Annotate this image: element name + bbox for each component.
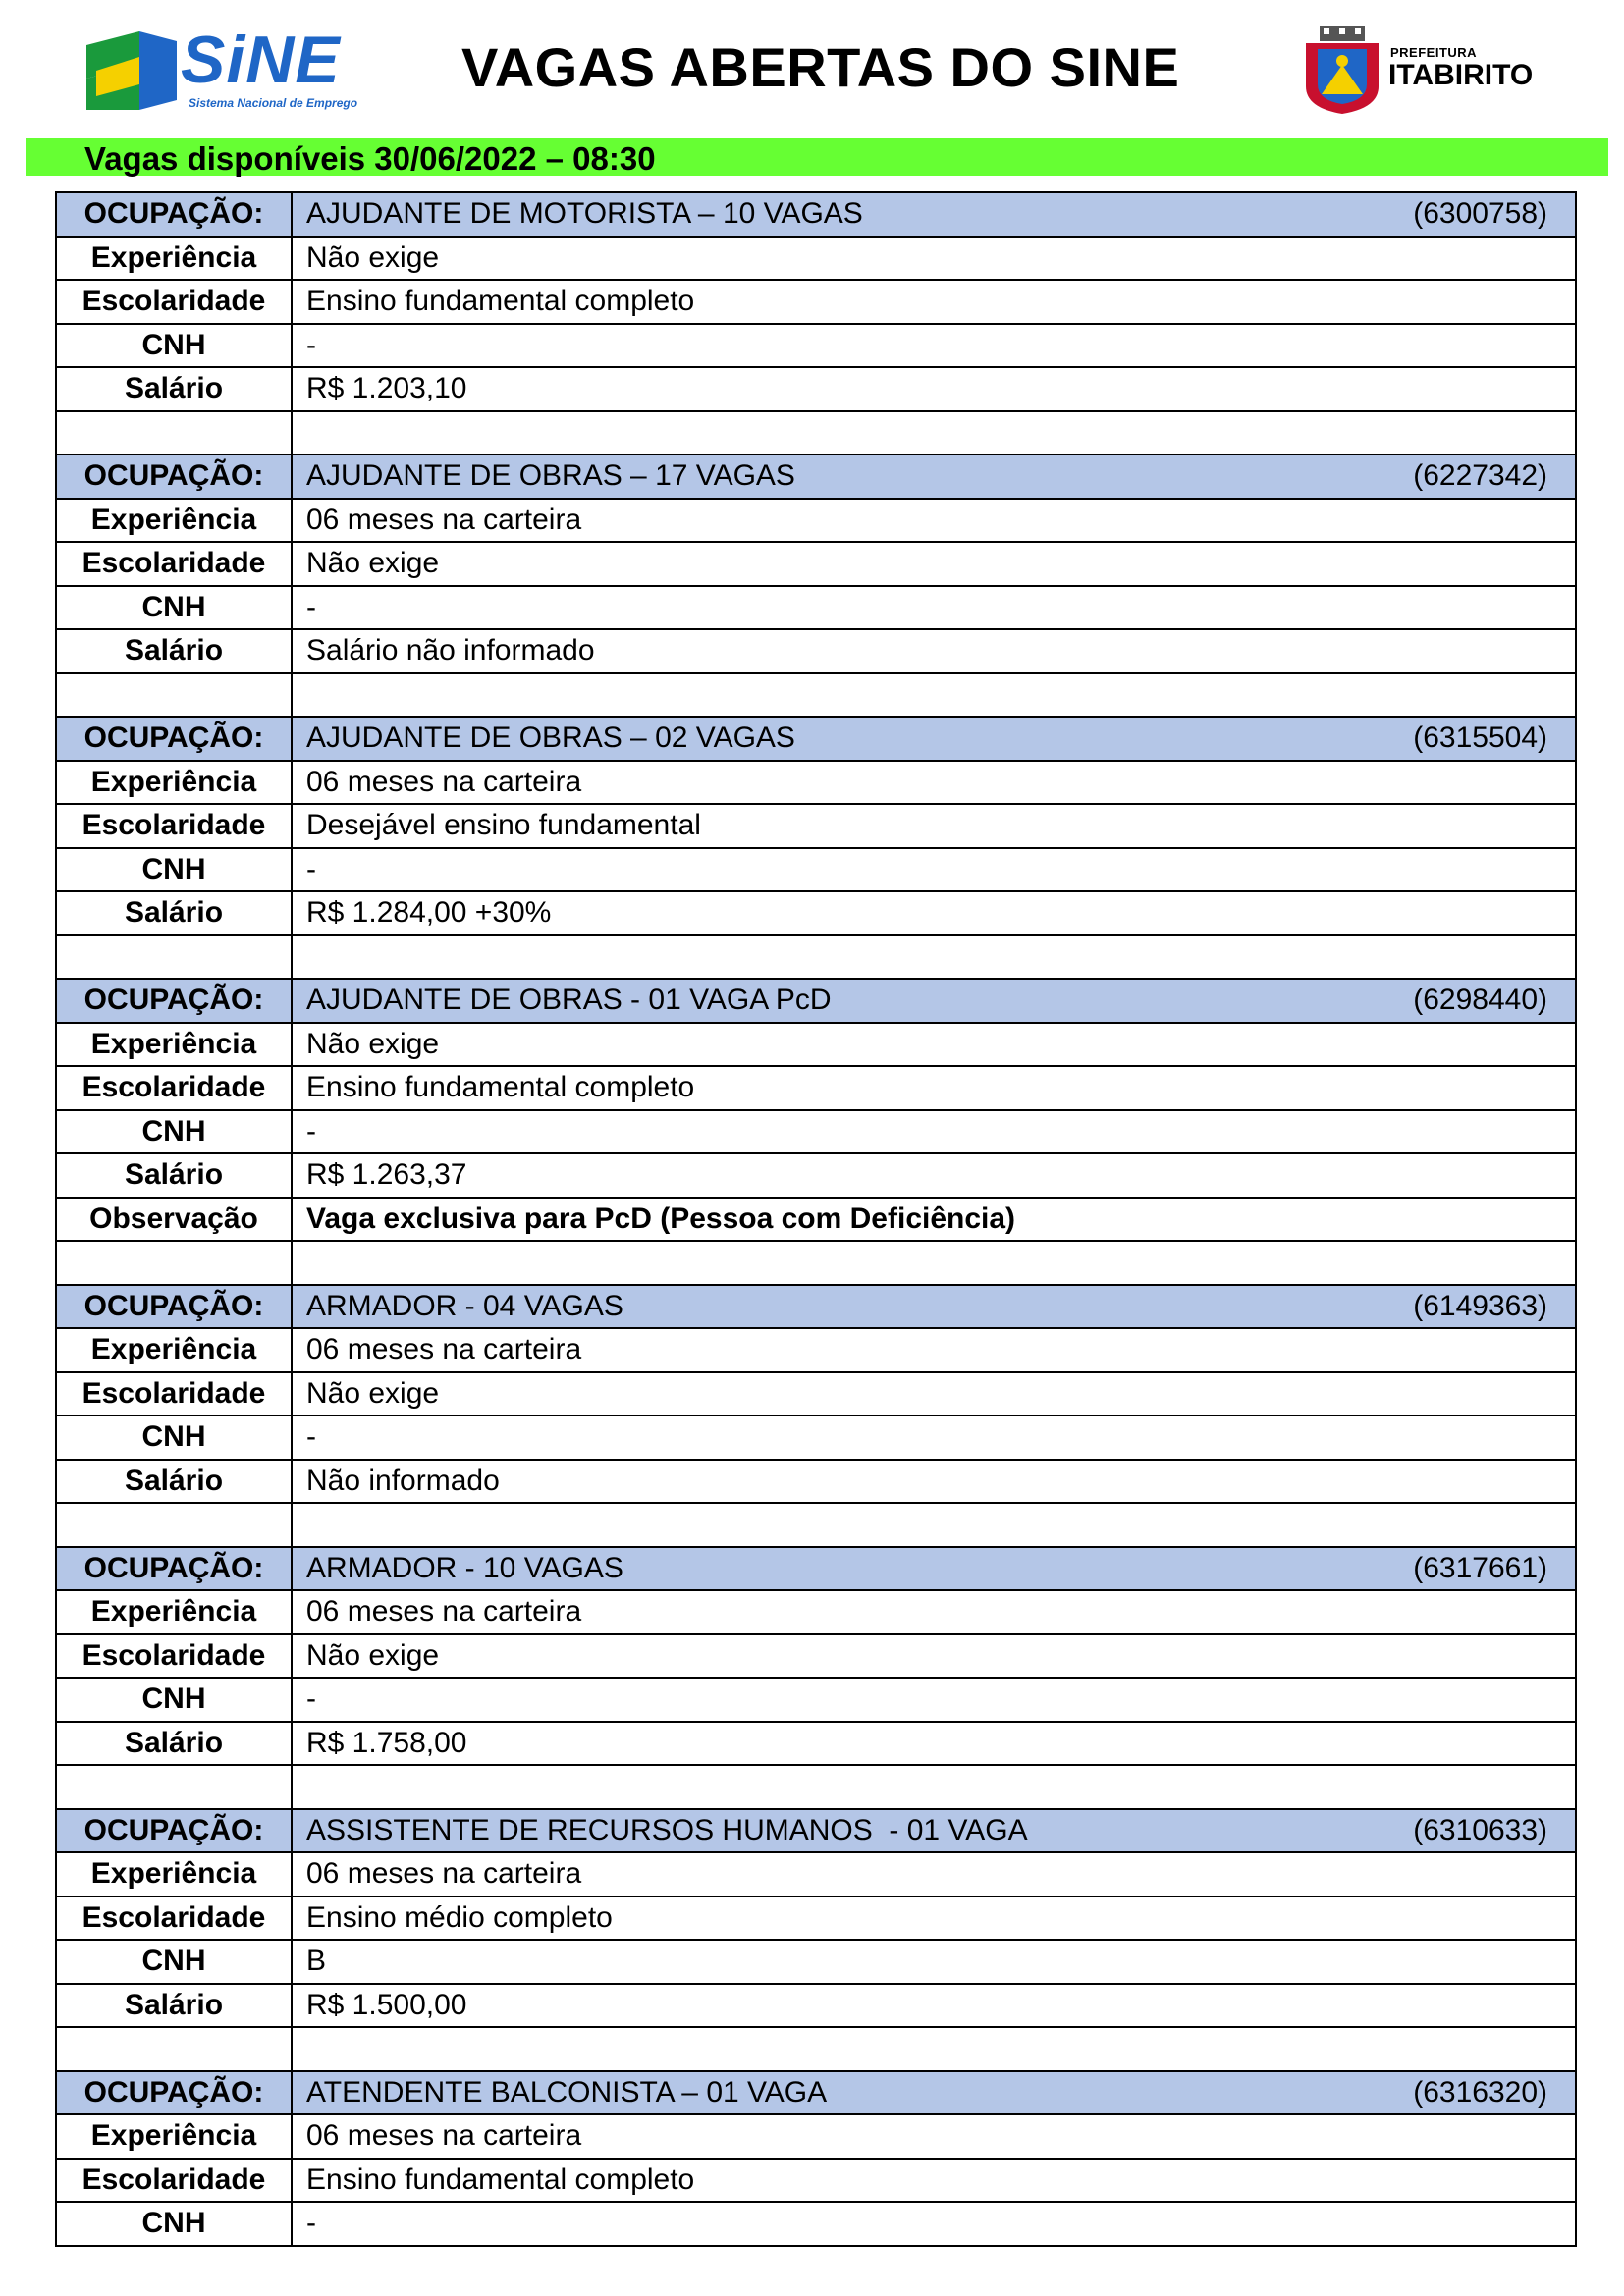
salary-row <box>56 1153 1576 1198</box>
experience-value: 06 meses na carteira <box>292 761 1576 805</box>
education-row <box>56 280 1576 324</box>
education-row <box>56 1066 1576 1110</box>
license-value: - <box>292 848 1576 892</box>
education-value: Não exige <box>292 542 1576 586</box>
occupation-row <box>56 717 1576 761</box>
page-title: VAGAS ABERTAS DO SINE <box>461 36 1180 98</box>
education-value: Ensino fundamental completo <box>292 1066 1576 1110</box>
occupation-label: OCUPAÇÃO: <box>56 1547 292 1591</box>
experience-value: Não exige <box>292 1023 1576 1067</box>
experience-label: Experiência <box>56 499 292 543</box>
license-label: CNH <box>56 1415 292 1460</box>
license-value: - <box>292 586 1576 630</box>
job-code: (6315504) <box>1413 721 1547 755</box>
job-title: AJUDANTE DE OBRAS – 02 VAGAS <box>306 721 795 755</box>
job-code: (6149363) <box>1413 1289 1547 1322</box>
salary-row <box>56 1722 1576 1766</box>
salary-row <box>56 891 1576 935</box>
spacer-row <box>56 2027 1576 2071</box>
experience-label: Experiência <box>56 237 292 281</box>
job-title: ATENDENTE BALCONISTA – 01 VAGA <box>306 2075 828 2109</box>
job-code: (6310633) <box>1413 1813 1547 1846</box>
spacer-row <box>56 1503 1576 1547</box>
occupation-row <box>56 1809 1576 1853</box>
occupation-cell <box>292 717 1576 761</box>
job-title: ARMADOR - 04 VAGAS <box>306 1289 623 1322</box>
job-code: (6317661) <box>1413 1551 1547 1584</box>
salary-label: Salário <box>56 1460 292 1504</box>
job-listings-table <box>55 191 1577 2247</box>
experience-label: Experiência <box>56 1328 292 1372</box>
salary-label: Salário <box>56 367 292 411</box>
job-title: AJUDANTE DE MOTORISTA – 10 VAGAS <box>306 197 863 231</box>
occupation-cell <box>292 979 1576 1023</box>
salary-value: R$ 1.284,00 +30% <box>292 891 1576 935</box>
occupation-label: OCUPAÇÃO: <box>56 717 292 761</box>
sine-logo <box>86 23 371 114</box>
education-value: Não exige <box>292 1634 1576 1679</box>
experience-label: Experiência <box>56 2114 292 2159</box>
license-label: CNH <box>56 2202 292 2246</box>
education-row <box>56 2159 1576 2203</box>
availability-date: Vagas disponíveis 30/06/2022 – 08:30 <box>84 140 656 177</box>
observation-label: Observação <box>56 1198 292 1242</box>
experience-label: Experiência <box>56 1023 292 1067</box>
experience-value: 06 meses na carteira <box>292 499 1576 543</box>
salary-value: R$ 1.203,10 <box>292 367 1576 411</box>
education-value: Não exige <box>292 1372 1576 1416</box>
prefeitura-logo <box>1298 26 1543 116</box>
occupation-label: OCUPAÇÃO: <box>56 979 292 1023</box>
observation-value: Vaga exclusiva para PcD (Pessoa com Deficiência) <box>292 1198 1576 1242</box>
sine-logo-subtitle: Sistema Nacional de Emprego <box>189 96 358 110</box>
salary-value: Salário não informado <box>292 629 1576 673</box>
license-label: CNH <box>56 586 292 630</box>
experience-value: 06 meses na carteira <box>292 1590 1576 1634</box>
occupation-row <box>56 2071 1576 2115</box>
education-value: Ensino médio completo <box>292 1896 1576 1941</box>
license-row <box>56 848 1576 892</box>
experience-label: Experiência <box>56 1852 292 1896</box>
spacer-row <box>56 935 1576 980</box>
occupation-row <box>56 192 1576 237</box>
occupation-row <box>56 979 1576 1023</box>
occupation-label: OCUPAÇÃO: <box>56 1285 292 1329</box>
salary-label: Salário <box>56 1153 292 1198</box>
experience-row <box>56 761 1576 805</box>
prefeitura-label: PREFEITURA <box>1390 45 1478 60</box>
license-value: - <box>292 1415 1576 1460</box>
education-value: Desejável ensino fundamental <box>292 804 1576 848</box>
experience-row <box>56 499 1576 543</box>
city-crest-icon <box>1298 26 1386 116</box>
license-value: - <box>292 1678 1576 1722</box>
salary-value: R$ 1.758,00 <box>292 1722 1576 1766</box>
occupation-row <box>56 454 1576 499</box>
job-code: (6298440) <box>1413 984 1547 1017</box>
experience-label: Experiência <box>56 1590 292 1634</box>
job-title: ARMADOR - 10 VAGAS <box>306 1551 623 1584</box>
license-value: - <box>292 1110 1576 1154</box>
license-value: - <box>292 2202 1576 2246</box>
education-label: Escolaridade <box>56 2159 292 2203</box>
education-value: Ensino fundamental completo <box>292 2159 1576 2203</box>
license-row <box>56 2202 1576 2246</box>
occupation-cell <box>292 1547 1576 1591</box>
date-bar <box>26 138 1608 176</box>
education-label: Escolaridade <box>56 542 292 586</box>
education-label: Escolaridade <box>56 1634 292 1679</box>
experience-row <box>56 1023 1576 1067</box>
education-value: Ensino fundamental completo <box>292 280 1576 324</box>
education-row <box>56 1634 1576 1679</box>
license-label: CNH <box>56 1678 292 1722</box>
salary-label: Salário <box>56 891 292 935</box>
experience-value: 06 meses na carteira <box>292 2114 1576 2159</box>
license-label: CNH <box>56 324 292 368</box>
job-code: (6316320) <box>1413 2075 1547 2109</box>
occupation-label: OCUPAÇÃO: <box>56 1809 292 1853</box>
city-name: ITABIRITO <box>1388 59 1534 91</box>
job-title: AJUDANTE DE OBRAS – 17 VAGAS <box>306 459 795 493</box>
job-title: AJUDANTE DE OBRAS - 01 VAGA PcD <box>306 984 832 1017</box>
job-title: ASSISTENTE DE RECURSOS HUMANOS - 01 VAGA <box>306 1813 1028 1846</box>
education-label: Escolaridade <box>56 1066 292 1110</box>
experience-row <box>56 2114 1576 2159</box>
license-row <box>56 586 1576 630</box>
license-row <box>56 1110 1576 1154</box>
page-header <box>0 0 1624 137</box>
salary-value: R$ 1.500,00 <box>292 1984 1576 2028</box>
license-value: - <box>292 324 1576 368</box>
salary-row <box>56 1460 1576 1504</box>
salary-row <box>56 367 1576 411</box>
salary-label: Salário <box>56 629 292 673</box>
education-row <box>56 1896 1576 1941</box>
license-label: CNH <box>56 848 292 892</box>
occupation-label: OCUPAÇÃO: <box>56 192 292 237</box>
job-code: (6227342) <box>1413 459 1547 493</box>
observation-row <box>56 1198 1576 1242</box>
sine-flag-icon <box>86 31 177 110</box>
license-label: CNH <box>56 1110 292 1154</box>
experience-row <box>56 237 1576 281</box>
spacer-row <box>56 411 1576 455</box>
experience-label: Experiência <box>56 761 292 805</box>
license-row <box>56 1940 1576 1984</box>
salary-row <box>56 629 1576 673</box>
education-row <box>56 804 1576 848</box>
occupation-cell <box>292 1285 1576 1329</box>
experience-value: 06 meses na carteira <box>292 1328 1576 1372</box>
job-code: (6300758) <box>1413 197 1547 231</box>
sine-logo-word: SiNE <box>181 23 341 97</box>
experience-row <box>56 1590 1576 1634</box>
occupation-cell <box>292 1809 1576 1853</box>
experience-value: Não exige <box>292 237 1576 281</box>
salary-value: R$ 1.263,37 <box>292 1153 1576 1198</box>
occupation-cell <box>292 454 1576 499</box>
experience-row <box>56 1852 1576 1896</box>
education-label: Escolaridade <box>56 280 292 324</box>
salary-label: Salário <box>56 1984 292 2028</box>
license-row <box>56 324 1576 368</box>
occupation-row <box>56 1547 1576 1591</box>
license-row <box>56 1678 1576 1722</box>
salary-row <box>56 1984 1576 2028</box>
license-label: CNH <box>56 1940 292 1984</box>
salary-value: Não informado <box>292 1460 1576 1504</box>
education-label: Escolaridade <box>56 804 292 848</box>
license-row <box>56 1415 1576 1460</box>
experience-value: 06 meses na carteira <box>292 1852 1576 1896</box>
salary-label: Salário <box>56 1722 292 1766</box>
education-row <box>56 542 1576 586</box>
spacer-row <box>56 1241 1576 1285</box>
occupation-cell <box>292 192 1576 237</box>
education-row <box>56 1372 1576 1416</box>
education-label: Escolaridade <box>56 1896 292 1941</box>
spacer-row <box>56 673 1576 718</box>
occupation-row <box>56 1285 1576 1329</box>
experience-row <box>56 1328 1576 1372</box>
license-value: B <box>292 1940 1576 1984</box>
spacer-row <box>56 1765 1576 1809</box>
occupation-label: OCUPAÇÃO: <box>56 454 292 499</box>
occupation-cell <box>292 2071 1576 2115</box>
education-label: Escolaridade <box>56 1372 292 1416</box>
occupation-label: OCUPAÇÃO: <box>56 2071 292 2115</box>
